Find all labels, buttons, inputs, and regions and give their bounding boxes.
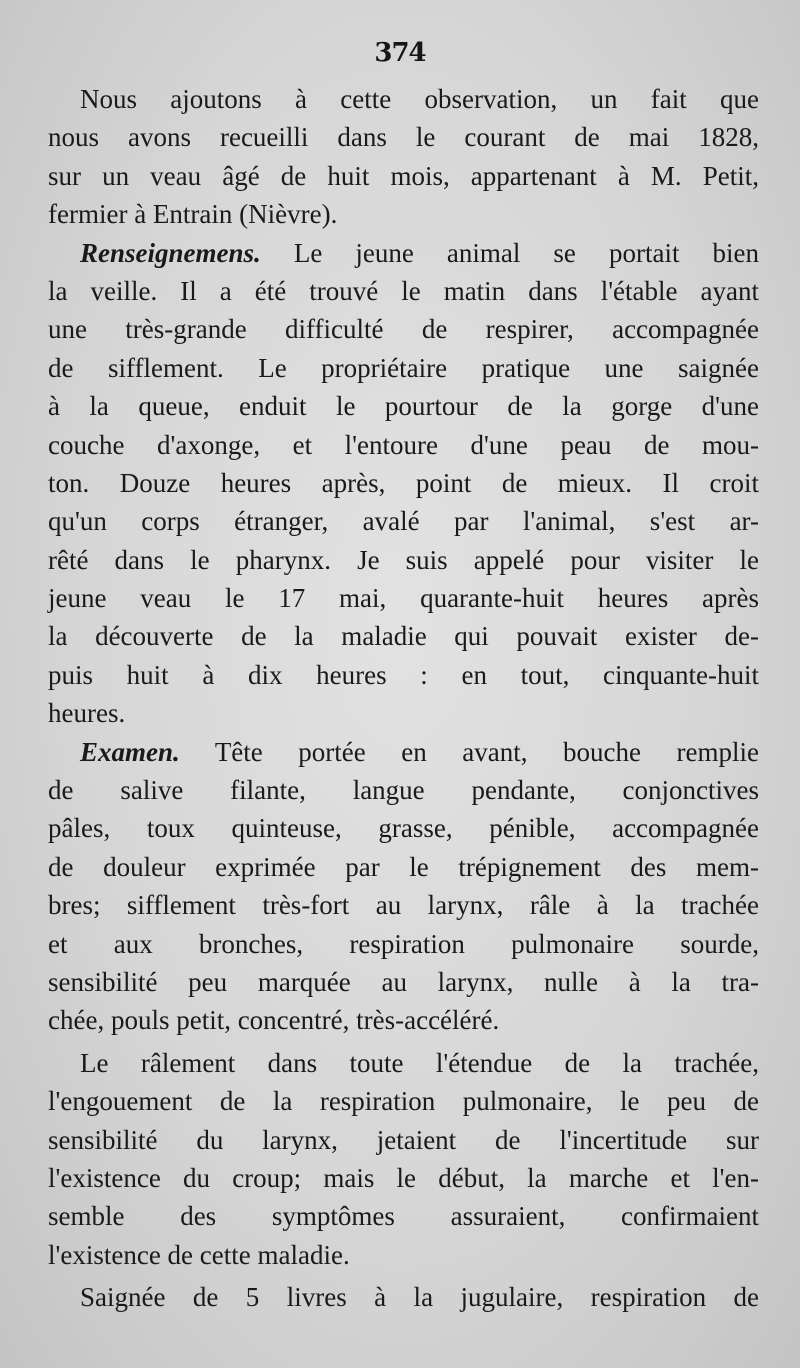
text-line: l'engouement de la respiration pulmonaire, le peu de [48,1086,759,1117]
text-line-content: Tête portée en avant, bouche remplie [214,736,759,767]
text-line: couche d'axonge, et l'entoure d'une peau de mou- [48,429,759,460]
section-heading-examen: Examen. [80,736,180,767]
text-line: semble des symptômes assuraient, confirmaient [48,1201,759,1232]
text-line: bres; sifflement très-fort au larynx, râle à la trachée [48,890,759,921]
text-line: rêté dans le pharynx. Je suis appelé pour visiter le [48,544,759,575]
text-line: de douleur exprimée par le trépignement des mem- [48,851,759,882]
text-line [48,733,759,771]
text-line: à la queue, enduit le pourtour de la gorge d'une [48,391,759,422]
text-line: sur un veau âgé de huit mois, appartenant à M. Petit, [48,160,759,191]
text-line: nous avons recueilli dans le courant de mai 1828, [48,122,759,153]
text-line: sensibilité du larynx, jetaient de l'incertitude sur [48,1124,759,1155]
text-line: une très-grande difficulté de respirer, accompagnée [48,314,759,345]
text-line: chée, pouls petit, concentré, très-accéléré. [48,1005,500,1036]
text-line: ton. Douze heures après, point de mieux. Il croit [48,467,759,498]
body-text [48,80,759,1317]
text-line: Saignée de 5 livres à la jugulaire, respiration de [80,1282,759,1313]
text-line: jeune veau le 17 mai, quarante-huit heures après [48,583,759,614]
text-line: la veille. Il a été trouvé le matin dans l'étable ayant [48,275,759,306]
text-line: de sifflement. Le propriétaire pratique une saignée [48,352,759,383]
text-line: qu'un corps étranger, avalé par l'animal, s'est ar- [48,506,759,537]
text-line: sensibilité peu marquée au larynx, nulle à la tra- [48,966,759,997]
text-line: pâles, toux quinteuse, grasse, pénible, accompagnée [48,813,759,844]
text-line: Le râlement dans toute l'étendue de la trachée, [80,1047,759,1078]
text-line: la découverte de la maladie qui pouvait exister de- [48,621,759,652]
text-line: et aux bronches, respiration pulmonaire sourde, [48,928,759,959]
text-line: de salive filante, langue pendante, conjonctives [48,775,759,806]
page-number: 374 [374,38,426,68]
text-line-content: Le jeune animal se portait bien [293,237,760,268]
text-line [48,234,759,272]
text-line: heures. [48,698,126,729]
text-line: puis huit à dix heures : en tout, cinquante-huit [48,659,759,690]
text-line: l'existence de cette maladie. [48,1239,350,1270]
text-line: Nous ajoutons à cette observation, un fait que [80,84,759,114]
text-line: fermier à Entrain (Nièvre). [48,199,338,230]
section-heading-renseignemens: Renseignemens. [80,237,261,268]
text-line: l'existence du croup; mais le début, la marche et l'en- [48,1162,759,1193]
